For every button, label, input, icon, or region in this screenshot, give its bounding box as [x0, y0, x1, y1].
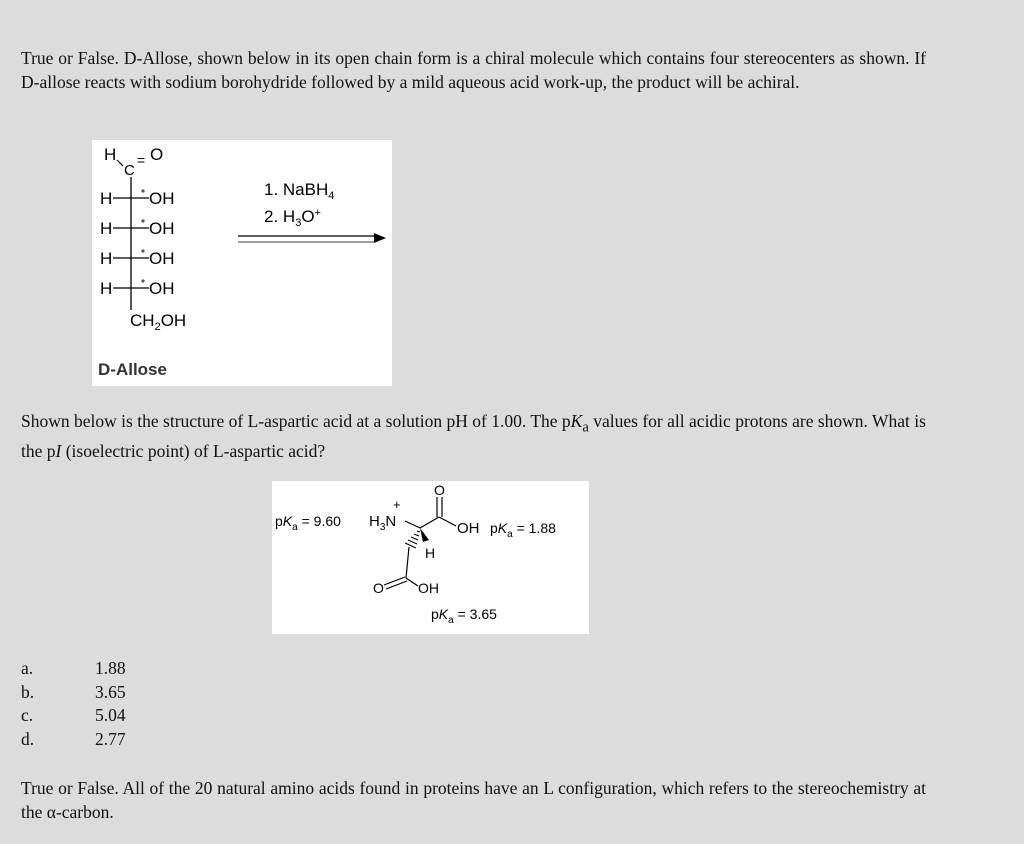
- question-2-text: Shown below is the structure of L-aspartic acid at a solution pH of 1.00. The $pK_a$ values for all acidic protons are shown. What is the pI (isoelectric point) of L-aspartic acid?: [21, 411, 926, 461]
- carbonyl-o-top: O: [434, 482, 445, 498]
- question-1-text: True or False. D-Allose, shown below in its open chain form is a chiral molecule which contains four stereocenters as shown. If D-allose reacts with sodium borohydride followed by a mild aqueous acid work-up, the product will be achiral.: [21, 48, 926, 92]
- amine-plus-charge: +: [393, 497, 401, 512]
- reagent-h3o: 2. $H_3O^+$: [264, 207, 321, 229]
- side-carbonyl-o: O: [373, 580, 384, 596]
- d-allose-diagram: [92, 140, 392, 386]
- row3-oh: OH: [149, 249, 175, 268]
- n-calpha-bond: [405, 521, 420, 528]
- calpha-ccarbonyl-bond: [420, 517, 439, 528]
- amine-group: $H_3N$: [369, 513, 397, 533]
- d-allose-reaction-figure: [92, 140, 392, 386]
- aldehyde-double-bond: =: [137, 152, 146, 168]
- choice-letter: c.: [21, 705, 34, 725]
- row1-oh: OH: [149, 189, 175, 208]
- aldehyde-o-label: O: [150, 145, 164, 164]
- question-3-text: True or False. All of the 20 natural amino acids found in proteins have an L configuration, which refers to the stereochemistry at the α-carbon.: [21, 778, 926, 822]
- side-carbonyl-bond-1: [384, 577, 405, 585]
- aspartic-acid-diagram: [272, 481, 589, 634]
- row2-h: H: [100, 219, 113, 238]
- side-chain-hashed-bond: [405, 531, 420, 548]
- choice-value: 3.65: [95, 681, 126, 702]
- c-oh-bond: [439, 517, 456, 526]
- row3-h: H: [100, 249, 113, 268]
- reaction-arrow-head: [374, 233, 386, 243]
- row3-stereocenter-mark: [141, 249, 144, 252]
- row4-oh: OH: [149, 279, 175, 298]
- side-oh: OH: [418, 580, 439, 596]
- row1-stereocenter-mark: [141, 189, 144, 192]
- side-c-oh-bond: [406, 578, 418, 586]
- l-aspartic-acid-figure: [272, 481, 589, 634]
- choice-value: 1.88: [95, 658, 126, 678]
- row1-h: H: [100, 189, 113, 208]
- pka-side-chain-label: $pK_a = 3.65$: [431, 606, 497, 626]
- choice-letter: b.: [21, 681, 35, 702]
- acid-oh: OH: [457, 520, 480, 537]
- row4-stereocenter-mark: [141, 279, 144, 282]
- row2-oh: OH: [149, 219, 175, 238]
- alpha-h-wedge: [420, 528, 429, 542]
- choice-letter: a.: [21, 658, 34, 678]
- choice-value: 5.04: [95, 705, 126, 725]
- pka-alpha-acid-label: $pK_a = 1.88$: [490, 520, 556, 540]
- choice-value: 2.77: [95, 728, 126, 749]
- reagent-nabh4: 1. NaBH$_4$: [264, 180, 335, 202]
- row4-h: H: [100, 279, 113, 298]
- aldehyde-c-label: C: [124, 162, 135, 179]
- alpha-h-label: H: [425, 545, 436, 561]
- ch2-bond: [406, 547, 409, 578]
- row2-stereocenter-mark: [141, 219, 144, 222]
- d-allose-name: D-Allose: [98, 360, 167, 379]
- choice-letter: d.: [21, 728, 35, 749]
- aldehyde-h-label: H: [104, 145, 117, 164]
- pka-amine-label: $pK_a = 9.60$: [275, 513, 341, 533]
- ch2oh-label: $CH_2OH$: [130, 311, 187, 333]
- side-carbonyl-bond-2: [386, 581, 407, 589]
- aldehyde-h-bond: [117, 160, 123, 166]
